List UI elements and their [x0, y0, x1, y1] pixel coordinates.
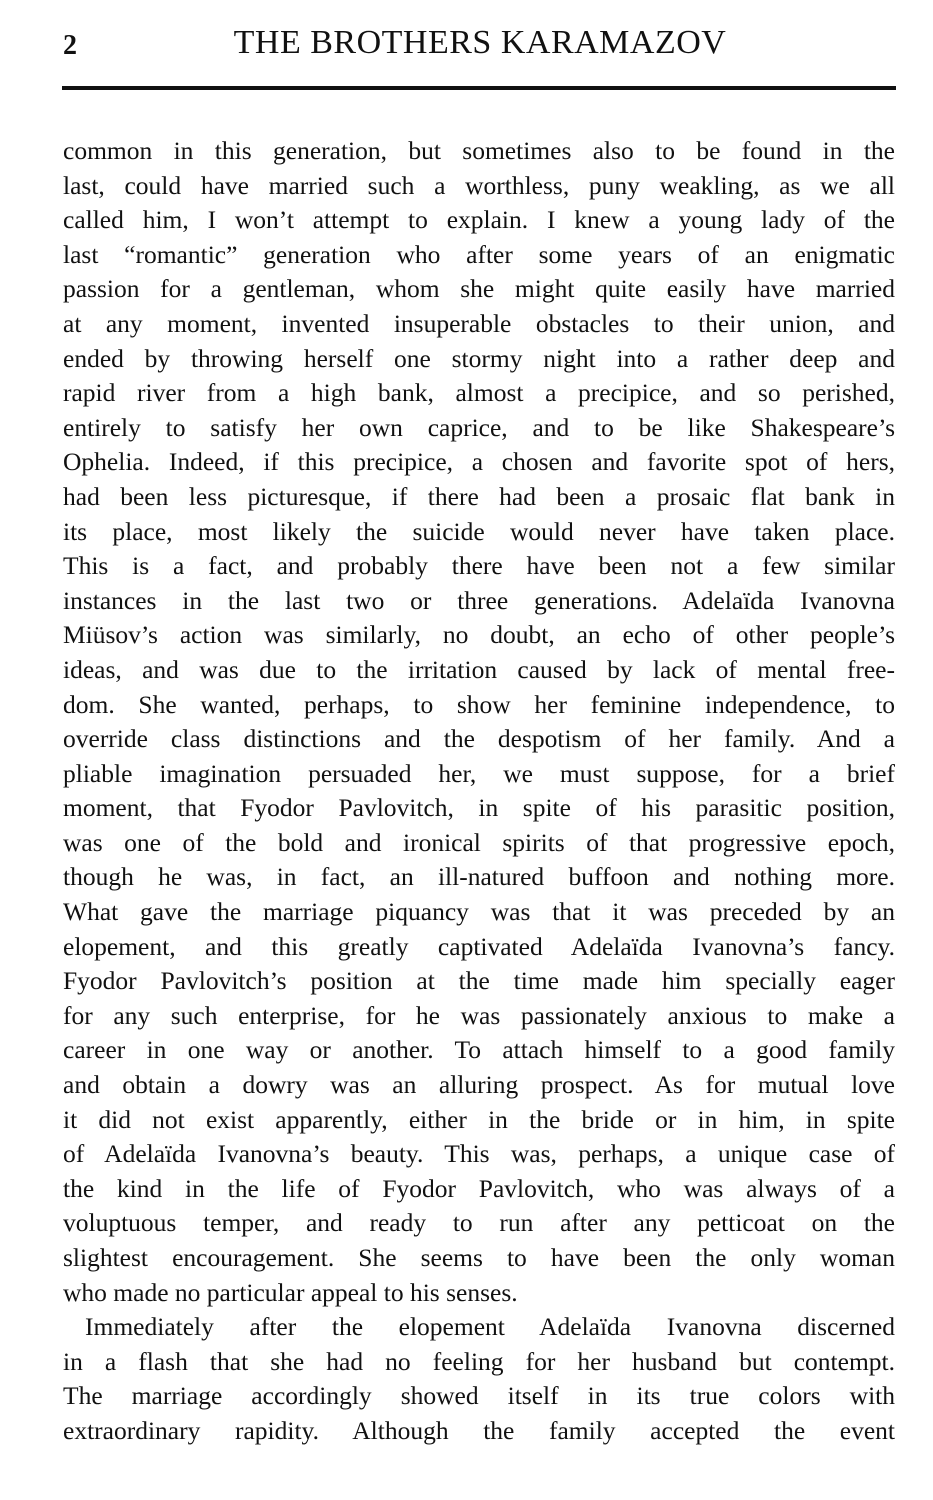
text-line: voluptuous temper, and ready to run after any petticoat on the [63, 1208, 895, 1238]
text-line: What gave the marriage piquancy was that it was preceded by an [63, 897, 895, 927]
text-line: last “romantic” generation who after some years of an enigmatic [63, 239, 895, 269]
text-line: Immediately after the elopement Adelaïda Ivanovna discerned [85, 1312, 895, 1342]
text-line: Ophelia. Indeed, if this precipice, a chosen and favorite spot of hers, [63, 447, 895, 477]
text-line: dom. She wanted, perhaps, to show her feminine independence, to [63, 689, 895, 719]
running-head-title: THE BROTHERS KARAMAZOV [233, 24, 727, 61]
text-line: and obtain a dowry was an alluring prospect. As for mutual love [63, 1070, 895, 1100]
body-text [63, 134, 895, 1449]
text-line: slightest encouragement. She seems to have been the only woman [63, 1243, 895, 1272]
header-rule [62, 86, 896, 90]
text-line: its place, most likely the suicide would never have taken place. [63, 516, 895, 546]
text-line: in a flash that she had no feeling for her husband but contempt. [63, 1346, 895, 1376]
text-line: it did not exist apparently, either in the bride or in him, in spite [63, 1104, 895, 1134]
text-line: for any such enterprise, for he was passionately anxious to make a [63, 1000, 895, 1030]
text-line: though he was, in fact, an ill-natured buffoon and nothing more. [63, 862, 895, 892]
text-line: of Adelaïda Ivanovna’s beauty. This was, perhaps, a unique case of [63, 1139, 895, 1169]
text-line: override class distinctions and the despotism of her family. And a [63, 724, 895, 754]
text-line: Miüsov’s action was similarly, no doubt, an echo of other people’s [63, 620, 895, 650]
text-line: Fyodor Pavlovitch’s position at the time made him specially eager [63, 966, 895, 996]
text-line: at any moment, invented insuperable obstacles to their union, and [63, 308, 895, 338]
text-line: ended by throwing herself one stormy night into a rather deep and [63, 343, 895, 373]
text-line: who made no particular appeal to his senses. [63, 1277, 518, 1307]
text-line: called him, I won’t attempt to explain. I knew a young lady of the [63, 205, 895, 235]
text-line: rapid river from a high bank, almost a precipice, and so perished, [63, 378, 895, 408]
text-line: ideas, and was due to the irritation caused by lack of mental free- [63, 654, 895, 684]
text-line: common in this generation, but sometimes also to be found in the [63, 136, 895, 165]
text-line: was one of the bold and ironical spirits of that progressive epoch, [63, 827, 895, 857]
text-line: extraordinary rapidity. Although the family accepted the event [63, 1415, 895, 1445]
text-line: last, could have married such a worthless, puny weakling, as we all [63, 170, 895, 200]
page-number: 2 [63, 30, 77, 61]
text-line: instances in the last two or three generations. Adelaïda Ivanovna [63, 585, 895, 615]
text-line: entirely to satisfy her own caprice, and to be like Shakespeare’s [63, 412, 895, 442]
text-line: elopement, and this greatly captivated Adelaïda Ivanovna’s fancy. [63, 931, 895, 961]
text-line: pliable imagination persuaded her, we must suppose, for a brief [63, 758, 895, 788]
text-line: career in one way or another. To attach himself to a good family [63, 1035, 895, 1065]
text-line: passion for a gentleman, whom she might quite easily have married [63, 274, 895, 304]
text-line: The marriage accordingly showed itself in its true colors with [63, 1381, 895, 1411]
text-line: the kind in the life of Fyodor Pavlovitch, who was always of a [63, 1173, 895, 1203]
text-line: This is a fact, and probably there have been not a few similar [63, 551, 895, 581]
text-line: moment, that Fyodor Pavlovitch, in spite of his parasitic position, [63, 793, 895, 823]
text-line: had been less picturesque, if there had been a prosaic flat bank in [63, 481, 895, 511]
